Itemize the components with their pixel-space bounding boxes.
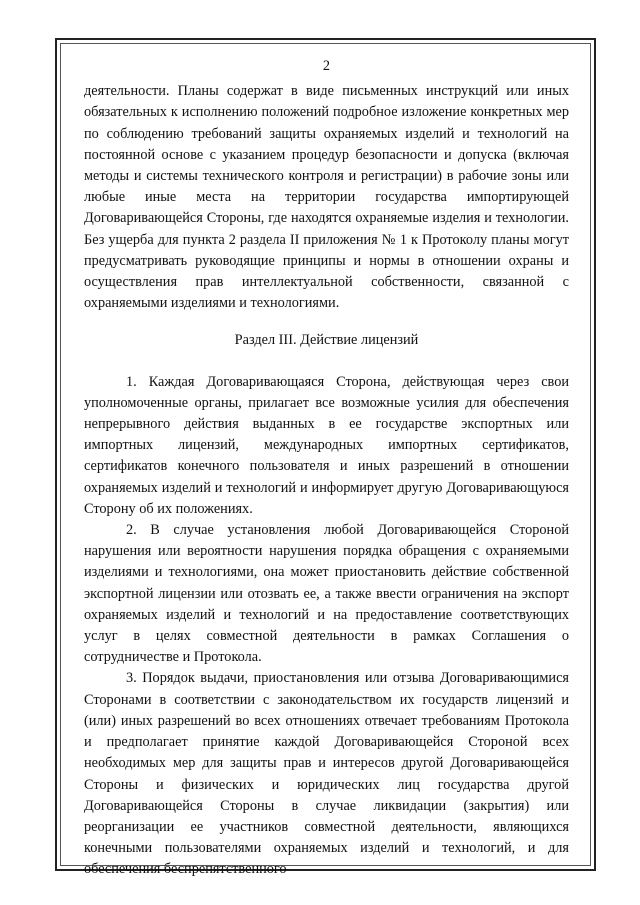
page-number: 2 — [322, 58, 331, 74]
paragraph-3: 3. Порядок выдачи, приостановления или отзыва Договаривающимися Сторонами в соответствии с законодательством их государств лицензий и (или) иных разрешений во всех отношениях отвечает требованиям Протокола и предполагает принятие каждой Договаривающейся Стороной всех необходимых мер для защиты прав и интересов другой Договаривающейся Стороны и физических и юридических лиц государства другой Договаривающейся Стороны в случае ликвидации (закрытия) или реорганизации ее участников совместной деятельности, являющихся конечными пользователями охраняемых изделий и технологий, и для обеспечения беспрепятственного — [84, 670, 569, 878]
paragraph-2: 2. В случае установления любой Договаривающейся Стороной нарушения или вероятности нарушения порядка обращения с охраняемыми изделиями и технологиями, она может приостановить действие собственной экспортной лицензии или отозвать ее, а также ввести ограничения на экспорт охраняемых изделий и технологий и на предоставление соответствующих услуг в целях совместной деятельности в рамках Соглашения о сотрудничестве и Протокола. — [84, 522, 569, 666]
paragraph-continuation: деятельности. Планы содержат в виде письменных инструкций или иных обязательных к исполнению положений подробное изложение конкретных мер по соблюдению требований защиты охраняемых изделий и технологий на постоянной основе с указанием процедур безопасности и допуска (включая методы и системы технического контроля и регистрации) в рабочие зоны или любые иные места на территории государства импортирующей Договаривающейся Стороны, где находятся охраняемые изделия и технологии. Без ущерба для пункта 2 раздела II приложения № 1 к Протоколу планы могут предусматривать руководящие принципы и нормы в отношении охраны и осуществления прав интеллектуальной собственности, связанной с охраняемыми изделиями и технологиями. — [84, 83, 569, 312]
document-page — [84, 56, 569, 881]
paragraph-1: 1. Каждая Договаривающаяся Сторона, действующая через свои уполномоченные органы, прилагает все возможные усилия для обеспечения непрерывного действия выданных в ее государстве экспортных или импортных лицензий, международных импортных сертификатов, сертификатов конечного пользователя и иных разрешений в отношении охраняемых изделий и технологий и информирует другую Договаривающуюся Сторону об их положениях. — [84, 373, 569, 517]
section-heading: Раздел III. Действие лицензий — [234, 332, 419, 349]
